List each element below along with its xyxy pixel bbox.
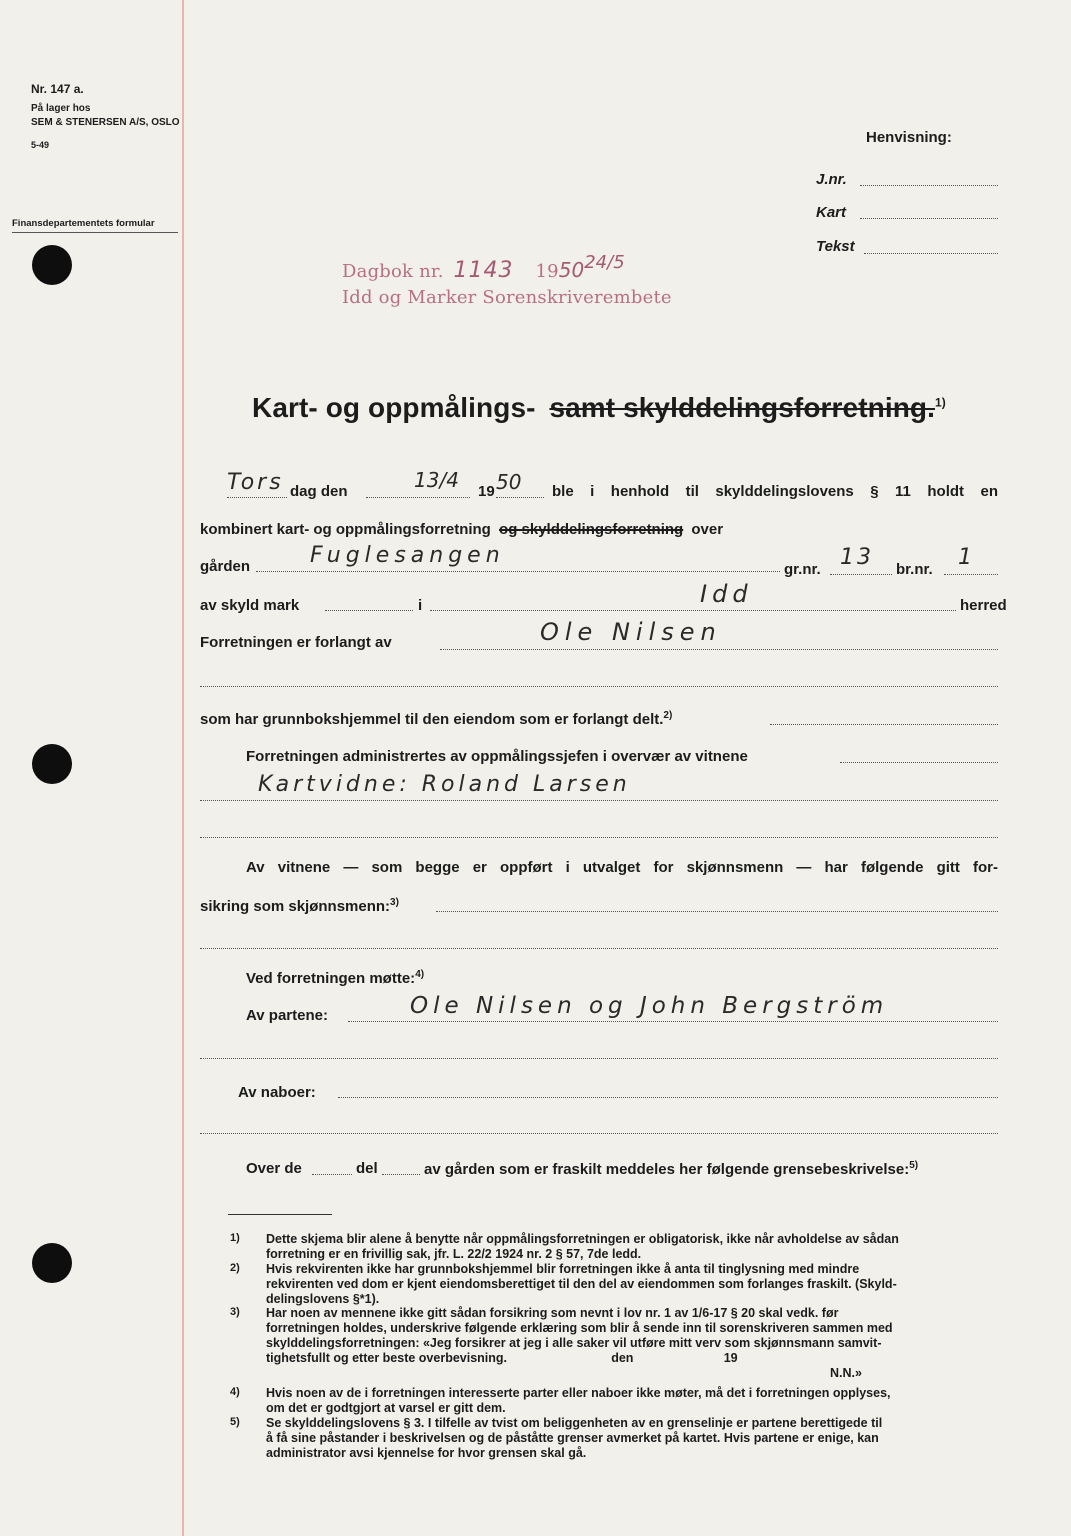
admin-text: Forretningen administrertes av oppmålingssjefen i overvær av vitnene bbox=[246, 748, 748, 765]
hjemmel-dots bbox=[770, 724, 998, 725]
footnote-line: om det er godtgjort at varsel er gitt dem. bbox=[266, 1401, 506, 1415]
hjemmel-text: som har grunnbokshjemmel til den eiendom som er forlangt delt.$^{2)}$ bbox=[200, 710, 673, 728]
footnote-number: 1) bbox=[230, 1232, 240, 1244]
weekday-handwritten: Tors bbox=[227, 470, 284, 495]
skyld-dots bbox=[325, 610, 413, 611]
witness-handwritten: Kartvidne: Roland Larsen bbox=[258, 772, 631, 797]
stock-line-1: På lager hos bbox=[31, 103, 91, 114]
boundary-over-de: Over de bbox=[246, 1160, 302, 1177]
herred-handwritten: Idd bbox=[700, 580, 753, 608]
oath-dots-2 bbox=[200, 948, 998, 949]
footnote-line: delingslovens §*1). bbox=[266, 1292, 380, 1306]
attended-label: Ved forretningen møtte:$^{4)}$ bbox=[246, 969, 425, 987]
footnote-line: administrator avsi kjennelse for hvor grensen skal gå. bbox=[266, 1446, 587, 1460]
line2-prefix: kombinert kart- og oppmålingsforretning bbox=[200, 521, 491, 538]
footnote-number: 3) bbox=[230, 1306, 240, 1318]
year-prefix: 19 bbox=[478, 483, 495, 500]
skyld-label: av skyld mark bbox=[200, 597, 300, 614]
brnr-dots bbox=[944, 574, 998, 575]
form-title bbox=[252, 392, 946, 424]
footnote-signature: N.N.» bbox=[830, 1366, 862, 1380]
title-part-1: Kart- og oppmålings- bbox=[252, 392, 536, 423]
year-dots bbox=[496, 497, 544, 498]
stamp-year-prefix: 19 bbox=[535, 261, 559, 282]
parties-dots-2 bbox=[200, 1058, 998, 1059]
punch-hole-middle bbox=[32, 744, 72, 784]
stamp-date: 24/5 bbox=[584, 252, 625, 273]
footnote-line: Hvis noen av de i forretningen interesserte parter eller naboer ikke møter, må det i forretningen opplyses, bbox=[266, 1386, 891, 1400]
boundary-dots-2 bbox=[382, 1174, 420, 1175]
parties-label: Av partene: bbox=[246, 1007, 328, 1024]
stock-line-2: SEM & STENERSEN A/S, OSLO bbox=[31, 117, 180, 128]
boundary-ref: 5) bbox=[909, 1160, 919, 1171]
farm-dots bbox=[256, 571, 780, 572]
grnr-dots bbox=[830, 574, 892, 575]
stamp-journal-no: 1143 bbox=[453, 258, 514, 283]
oath-line-2: sikring som skjønnsmenn:$^{3)}$ bbox=[200, 897, 399, 915]
herred-label: herred bbox=[960, 597, 1007, 614]
footnote-line: Se skylddelingslovens § 3. I tilfelle av tvist om beliggenheten av en grenselinje er partene berettigede til bbox=[266, 1416, 883, 1430]
punch-hole-top bbox=[32, 245, 72, 285]
line2-struck: og skylddelingsforretning bbox=[499, 521, 684, 538]
punch-hole-bottom bbox=[32, 1243, 72, 1283]
witness-dots-2 bbox=[200, 837, 998, 838]
footnote-line: rekvirenten ved dom er kjent eiendomsberettiget til den del av eiendommen som forlanges fraskilt. (Skyld- bbox=[266, 1277, 897, 1291]
attended-ref: 4) bbox=[415, 969, 425, 980]
stamp-year-suffix: 50 bbox=[558, 258, 585, 282]
line2-suffix: over bbox=[691, 521, 724, 538]
requested-dots-2 bbox=[200, 686, 998, 687]
neighbours-dots bbox=[338, 1097, 998, 1098]
footnote-line: Hvis rekvirenten ikke har grunnbokshjemmel blir forretningen ikke å anta til tinglysning med mindre bbox=[266, 1262, 860, 1276]
herred-dots bbox=[430, 610, 956, 611]
date-dots bbox=[366, 497, 470, 498]
witness-dots bbox=[200, 800, 998, 801]
brnr-handwritten: 1 bbox=[958, 545, 975, 570]
requested-label: Forretningen er forlangt av bbox=[200, 634, 392, 651]
footnote-separator bbox=[228, 1214, 332, 1215]
weekday-dots bbox=[227, 497, 287, 498]
edition: 5-49 bbox=[31, 140, 50, 150]
footnote-line: skylddelingsforretningen: «Jeg forsikrer at jeg i alle saker vil utføre mitt verv som skjønnsmann samvit- bbox=[266, 1336, 882, 1350]
grnr-handwritten: 13 bbox=[840, 545, 874, 570]
jnr-dots bbox=[860, 185, 998, 186]
oath-dots bbox=[436, 911, 998, 912]
form-owner: Finansdepartementets formular bbox=[12, 217, 178, 233]
neighbours-dots-2 bbox=[200, 1133, 998, 1134]
parties-handwritten: Ole Nilsen og John Bergström bbox=[410, 993, 889, 1019]
footnote-line: Har noen av mennene ikke gitt sådan forsikring som nevnt i lov nr. 1 av 1/6-17 § 20 skal vedk. før bbox=[266, 1306, 839, 1320]
date-handwritten: 13/4 bbox=[414, 468, 459, 492]
i-label: i bbox=[418, 597, 423, 614]
requested-handwritten: Ole Nilsen bbox=[540, 618, 722, 646]
kart-dots bbox=[860, 218, 998, 219]
tekst-label: Tekst bbox=[816, 238, 855, 255]
oath-line-1: Av vitnene — som begge er oppført i utvalget for skjønnsmenn — har følgende gitt for- bbox=[246, 859, 998, 876]
jnr-label: J.nr. bbox=[816, 171, 847, 188]
line2 bbox=[200, 521, 723, 538]
boundary-dots-1 bbox=[312, 1174, 352, 1175]
footnote-line: tighetsfullt og etter beste overbevisning. den 19 bbox=[266, 1351, 738, 1365]
tekst-dots bbox=[864, 253, 998, 254]
boundary-del: del bbox=[356, 1160, 378, 1177]
stamp-prefix: Dagbok nr. bbox=[342, 261, 444, 282]
footnote-number: 5) bbox=[230, 1416, 240, 1428]
footnote-line: forretning er en frivillig sak, jfr. L. 22/2 1924 nr. 2 § 57, 7de ledd. bbox=[266, 1247, 642, 1261]
hjemmel-ref: 2) bbox=[663, 710, 673, 721]
dag-den-label: dag den bbox=[290, 483, 348, 500]
grnr-label: gr.nr. bbox=[784, 561, 821, 578]
footnote-line: Dette skjema blir alene å benytte når oppmålingsforretningen er obligatorisk, ikke når avholdelse av sådan bbox=[266, 1232, 899, 1246]
footnote-line: å få sine påstander i beskrivelsen og de påståtte grenser avmerket på kartet. Hvis partene er enige, kan bbox=[266, 1431, 879, 1445]
line1-rest: ble i henhold til skylddelingslovens § 11 holdt en bbox=[552, 483, 998, 500]
footnote-number: 2) bbox=[230, 1262, 240, 1274]
title-footnote-ref: 1) bbox=[934, 395, 946, 410]
footnote-number: 4) bbox=[230, 1386, 240, 1398]
parties-dots bbox=[348, 1021, 998, 1022]
form-number: Nr. 147 a. bbox=[31, 82, 84, 96]
reference-heading: Henvisning: bbox=[866, 129, 952, 146]
admin-dots bbox=[840, 762, 998, 763]
stamp-line-2: Idd og Marker Sorenskriverembete bbox=[342, 287, 672, 308]
footnote-line: forretningen holdes, underskrive følgende erklæring som blir å sende inn til sorenskriveren sammen med bbox=[266, 1321, 893, 1335]
title-struck-part: samt skylddelingsforretning. bbox=[549, 392, 935, 423]
farm-label: gården bbox=[200, 558, 251, 575]
kart-label: Kart bbox=[816, 204, 847, 221]
oath-ref: 3) bbox=[390, 897, 399, 908]
boundary-rest: av gården som er fraskilt meddeles her følgende grensebeskrivelse:$^{5)}$ bbox=[424, 1160, 919, 1178]
farm-handwritten: Fuglesangen bbox=[310, 543, 505, 568]
margin-rule bbox=[182, 0, 184, 1536]
neighbours-label: Av naboer: bbox=[238, 1084, 316, 1101]
requested-dots bbox=[440, 649, 998, 650]
stamp-line-1 bbox=[342, 252, 625, 283]
brnr-label: br.nr. bbox=[896, 561, 933, 578]
year-handwritten: 50 bbox=[496, 470, 522, 494]
